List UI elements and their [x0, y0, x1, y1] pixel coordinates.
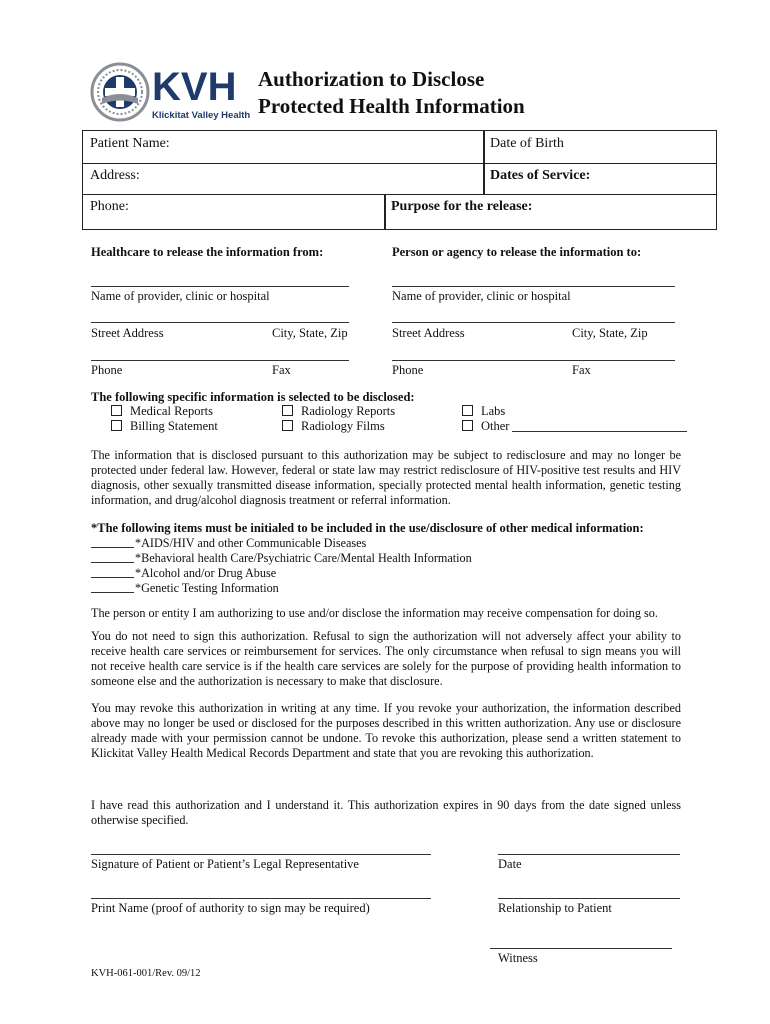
to-phone-label: Phone [392, 363, 424, 377]
from-city-label: City, State, Zip [272, 326, 348, 340]
check-radiology-reports[interactable]: Radiology Reports [282, 404, 395, 419]
address-field[interactable]: Address: [90, 168, 140, 183]
checkbox-icon[interactable] [282, 405, 293, 416]
title-line-2: Protected Health Information [258, 94, 525, 118]
refusal-paragraph: You do not need to sign this authorization. Refusal to sign the authorization will not adversely affect your ability to receive health care services or reimbursement for services. The only circumstance when refusal to sign means you will not receive health care service is if the health care services are solely for the purpose of providing health information to someone else and the authorization is necessary to make that disclosure. [91, 629, 681, 688]
from-phone-line[interactable] [91, 360, 349, 361]
signature-label: Signature of Patient or Patient’s Legal Representative [91, 857, 359, 871]
date-line[interactable] [498, 854, 680, 855]
to-provider-label: Name of provider, clinic or hospital [392, 289, 571, 303]
initial-alcohol-drug[interactable]: *Alcohol and/or Drug Abuse [91, 566, 276, 581]
dob-field[interactable]: Date of Birth [490, 136, 564, 151]
to-street-label: Street Address [392, 326, 465, 340]
svg-text:KVH: KVH [152, 65, 237, 109]
svg-text:Klickitat Valley Health: Klickitat Valley Health [152, 110, 250, 121]
check-labs[interactable]: Labs [462, 404, 505, 419]
initial-behavioral[interactable]: *Behavioral health Care/Psychiatric Care/Mental Health Information [91, 551, 472, 566]
form-code: KVH-061-001/Rev. 09/12 [91, 968, 201, 979]
checkbox-icon[interactable] [282, 420, 293, 431]
revoke-paragraph: You may revoke this authorization in writing at any time. If you revoke your authorization, the information described above may no longer be used or disclosed for the purposes described in this written authorization. Any use or disclosure already made with your permission cannot be undone. To revoke this authorization, please send a written statement to Klickitat Valley Health Medical Records Department and state that you are revoking this authorization. [91, 701, 681, 760]
witness-label: Witness [498, 951, 538, 965]
purpose-field[interactable]: Purpose for the release: [391, 199, 533, 214]
print-name-line[interactable] [91, 898, 431, 899]
check-other[interactable]: Other [462, 419, 509, 434]
specific-info-heading: The following specific information is selected to be disclosed: [91, 390, 415, 404]
to-city-label: City, State, Zip [572, 326, 648, 340]
initial-aids-hiv[interactable]: *AIDS/HIV and other Communicable Diseases [91, 536, 366, 551]
patient-info-box [82, 130, 717, 230]
check-radiology-films[interactable]: Radiology Films [282, 419, 385, 434]
check-medical-reports[interactable]: Medical Reports [111, 404, 213, 419]
title-line-1: Authorization to Disclose [258, 67, 485, 91]
initials-heading: *The following items must be initialed to be included in the use/disclosure of other medical information: [91, 521, 644, 535]
page-title [258, 66, 525, 120]
redisclosure-paragraph: The information that is disclosed pursuant to this authorization may be subject to redisclosure and may no longer be protected under federal law. However, federal or state law may restrict redisclosure of HIV-positive test results and HIV diagnosis, other sexually transmitted disease information, specially protected mental health information, genetic testing information, and drug/alcohol diagnosis treatment or referral information. [91, 448, 681, 507]
from-provider-label: Name of provider, clinic or hospital [91, 289, 270, 303]
relationship-label: Relationship to Patient [498, 901, 612, 915]
from-fax-label: Fax [272, 363, 291, 377]
release-from-heading: Healthcare to release the information from: [91, 245, 324, 259]
initial-blank[interactable] [91, 537, 134, 548]
patient-name-row [83, 131, 716, 164]
seal-icon [92, 64, 148, 120]
initial-blank[interactable] [91, 552, 134, 563]
initial-blank[interactable] [91, 567, 134, 578]
relationship-line[interactable] [498, 898, 680, 899]
acknowledgement-paragraph: I have read this authorization and I understand it. This authorization expires in 90 days from the date signed unless otherwise specified. [91, 798, 681, 827]
checkbox-icon[interactable] [462, 420, 473, 431]
patient-name-field[interactable]: Patient Name: [90, 136, 170, 151]
to-phone-line[interactable] [392, 360, 675, 361]
date-label: Date [498, 857, 522, 871]
from-provider-line[interactable] [91, 286, 349, 287]
from-phone-label: Phone [91, 363, 123, 377]
check-billing-statement[interactable]: Billing Statement [111, 419, 218, 434]
other-line[interactable] [512, 431, 687, 432]
phone-field[interactable]: Phone: [90, 199, 129, 214]
print-name-label: Print Name (proof of authority to sign may be required) [91, 901, 370, 915]
to-provider-line[interactable] [392, 286, 675, 287]
initial-genetic[interactable]: *Genetic Testing Information [91, 581, 279, 596]
initial-blank[interactable] [91, 582, 134, 593]
witness-line[interactable] [490, 948, 672, 949]
release-to-heading: Person or agency to release the information to: [392, 245, 642, 259]
signature-line[interactable] [91, 854, 431, 855]
from-street-label: Street Address [91, 326, 164, 340]
to-address-line[interactable] [392, 322, 675, 323]
checkbox-icon[interactable] [111, 405, 122, 416]
checkbox-icon[interactable] [111, 420, 122, 431]
kvh-logo [90, 62, 250, 124]
from-address-line[interactable] [91, 322, 349, 323]
checkbox-icon[interactable] [462, 405, 473, 416]
compensation-paragraph: The person or entity I am authorizing to use and/or disclose the information may receive compensation for doing so. [91, 606, 658, 620]
dates-of-service-field[interactable]: Dates of Service: [490, 168, 591, 183]
to-fax-label: Fax [572, 363, 591, 377]
address-row [83, 163, 716, 195]
